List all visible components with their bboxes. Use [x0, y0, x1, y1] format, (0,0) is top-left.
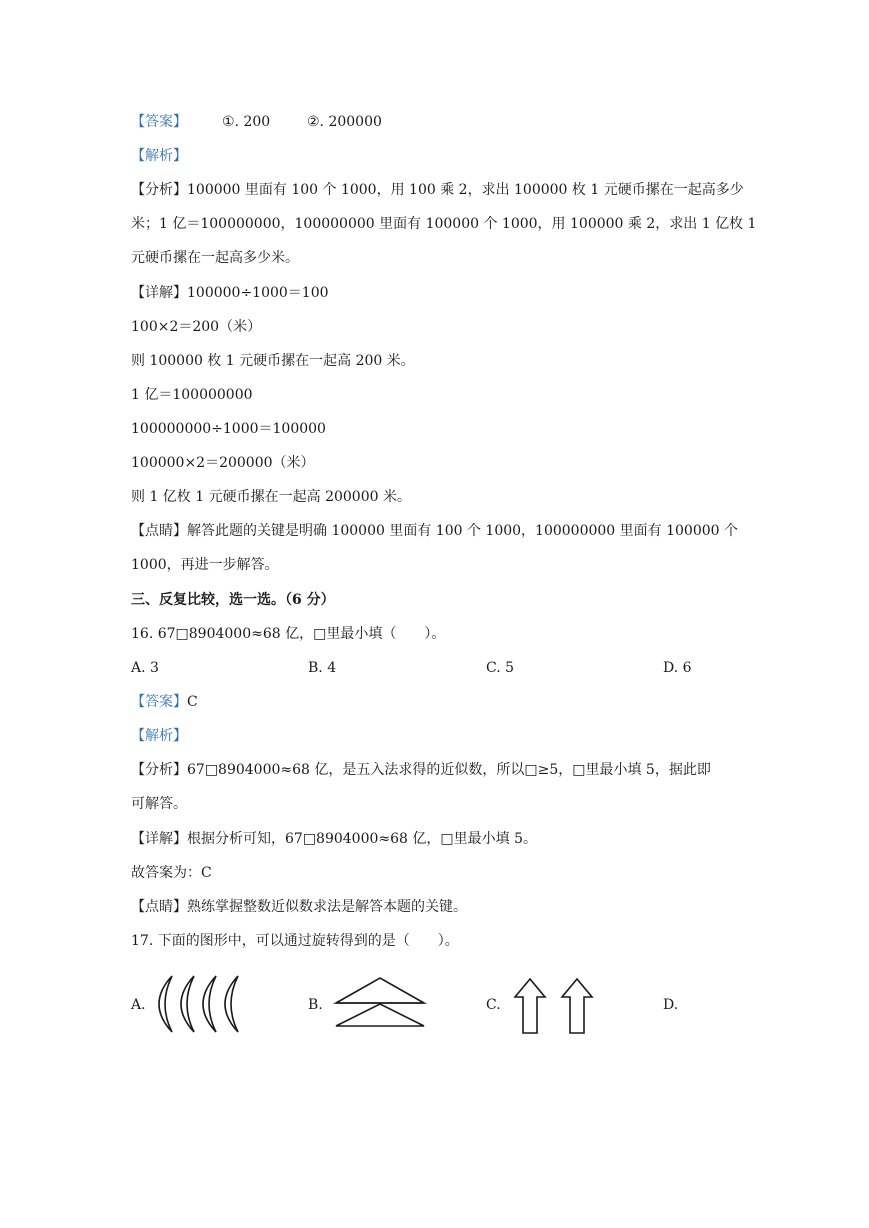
key-point-text: 【点睛】解答此题的关键是明确 100000 里面有 100 个 1000，100000000 里面有 100000 个: [131, 523, 739, 539]
crescent-moons-figure: [152, 974, 244, 1034]
up-arrow-icon: [562, 979, 592, 1033]
crescent-shape: [225, 976, 238, 1032]
detail-text: 100000×2＝200000（米）: [131, 455, 315, 471]
detail-text: 100×2＝200（米）: [131, 319, 262, 335]
detail-text: 则 100000 枚 1 元硬币摞在一起高 200 米。: [131, 353, 415, 369]
crescent-shape: [181, 976, 194, 1032]
answer-label: 【答案】: [131, 114, 187, 130]
triangle-shape: [336, 978, 424, 1003]
section-title: 三、反复比较，选一选。（6 分）: [131, 592, 335, 608]
analysis-text: 可解答。: [131, 796, 187, 812]
detail-text: 故答案为：C: [131, 865, 212, 881]
detail-text: 【详解】100000÷1000＝100: [131, 285, 329, 301]
answer-value: C: [187, 694, 198, 710]
crescent-shape: [203, 976, 216, 1032]
option-d: D.: [663, 997, 679, 1013]
answer-value-1: ①. 200: [222, 114, 271, 130]
analysis-text: 米；1 亿＝100000000，100000000 里面有 100000 个 1000，用 100000 乘 2，求出 1 亿枚 1: [131, 216, 757, 232]
key-point-text: 1000，再进一步解答。: [131, 557, 279, 573]
answer-value-2: ②. 200000: [307, 114, 382, 130]
detail-text: 【详解】根据分析可知，67□8904000≈68 亿，□里最小填 5。: [131, 831, 537, 847]
option-b: B.: [308, 997, 323, 1013]
arrows-figure: [512, 977, 596, 1035]
detail-text: 则 1 亿枚 1 元硬币摞在一起高 200000 米。: [131, 489, 411, 505]
analysis-label: 【解析】: [131, 148, 187, 164]
detail-text: 100000000÷1000＝100000: [131, 421, 326, 437]
key-point-text: 【点睛】熟练掌握整数近似数求法是解答本题的关键。: [131, 899, 467, 915]
analysis-text: 元硬币摞在一起高多少米。: [131, 250, 299, 266]
option-c: C.: [486, 997, 501, 1013]
question-17: 17. 下面的图形中，可以通过旋转得到的是（ ）。: [131, 933, 459, 949]
option-a: A. 3: [131, 660, 159, 676]
answer-label: 【答案】: [131, 694, 187, 710]
option-a: A.: [131, 997, 146, 1013]
triangle-shape: [336, 1004, 424, 1026]
option-d: D. 6: [663, 660, 692, 676]
question-16: 16. 67□8904000≈68 亿，□里最小填（ ）。: [131, 626, 446, 642]
analysis-text: 【分析】100000 里面有 100 个 1000，用 100 乘 2，求出 100000 枚 1 元硬币摞在一起高多少: [131, 182, 744, 198]
answer-row: [131, 692, 198, 712]
analysis-text: 【分析】67□8904000≈68 亿，是五入法求得的近似数，所以□≥5，□里最小填 5，据此即: [131, 762, 711, 778]
option-b: B. 4: [308, 660, 337, 676]
crescent-shape: [159, 976, 172, 1032]
option-c: C. 5: [486, 660, 515, 676]
up-arrow-icon: [515, 979, 545, 1033]
triangles-figure: [334, 976, 426, 1028]
analysis-label: 【解析】: [131, 728, 187, 744]
detail-text: 1 亿＝100000000: [131, 387, 253, 403]
